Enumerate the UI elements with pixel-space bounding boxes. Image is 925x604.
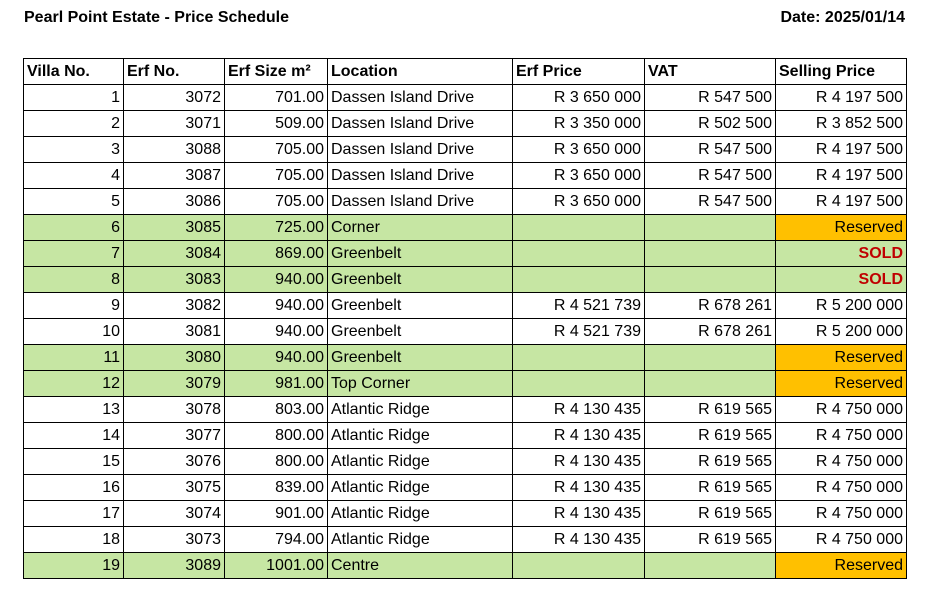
table-row xyxy=(24,85,907,111)
cell-villa-no: 16 xyxy=(24,475,124,501)
cell-erf-no: 3088 xyxy=(124,137,225,163)
cell-selling-price: R 4 197 500 xyxy=(776,163,907,189)
cell-location: Greenbelt xyxy=(328,293,513,319)
cell-villa-no: 9 xyxy=(24,293,124,319)
cell-villa-no: 13 xyxy=(24,397,124,423)
cell-selling-price: SOLD xyxy=(776,241,907,267)
cell-erf-no: 3083 xyxy=(124,267,225,293)
cell-erf-size: 869.00 xyxy=(225,241,328,267)
table-row xyxy=(24,215,907,241)
cell-villa-no: 2 xyxy=(24,111,124,137)
cell-erf-no: 3084 xyxy=(124,241,225,267)
cell-erf-no: 3089 xyxy=(124,553,225,579)
cell-villa-no: 8 xyxy=(24,267,124,293)
table-row xyxy=(24,241,907,267)
cell-erf-price: R 4 521 739 xyxy=(513,319,645,345)
cell-erf-no: 3074 xyxy=(124,501,225,527)
cell-location: Dassen Island Drive xyxy=(328,111,513,137)
cell-vat: R 619 565 xyxy=(645,475,776,501)
table-row xyxy=(24,475,907,501)
table-row xyxy=(24,189,907,215)
price-schedule-table xyxy=(23,58,907,579)
cell-selling-price: R 5 200 000 xyxy=(776,319,907,345)
cell-location: Atlantic Ridge xyxy=(328,423,513,449)
cell-erf-no: 3080 xyxy=(124,345,225,371)
cell-vat xyxy=(645,267,776,293)
cell-vat: R 619 565 xyxy=(645,397,776,423)
cell-selling-price: Reserved xyxy=(776,215,907,241)
cell-selling-price: R 4 197 500 xyxy=(776,189,907,215)
cell-location: Atlantic Ridge xyxy=(328,501,513,527)
cell-erf-size: 705.00 xyxy=(225,163,328,189)
col-header-villa-no: Villa No. xyxy=(24,59,124,85)
cell-villa-no: 17 xyxy=(24,501,124,527)
cell-location: Atlantic Ridge xyxy=(328,527,513,553)
cell-location: Greenbelt xyxy=(328,241,513,267)
cell-vat: R 619 565 xyxy=(645,501,776,527)
cell-location: Atlantic Ridge xyxy=(328,397,513,423)
cell-vat: R 678 261 xyxy=(645,293,776,319)
cell-erf-size: 981.00 xyxy=(225,371,328,397)
cell-erf-size: 701.00 xyxy=(225,85,328,111)
cell-villa-no: 3 xyxy=(24,137,124,163)
cell-erf-size: 803.00 xyxy=(225,397,328,423)
col-header-erf-no: Erf No. xyxy=(124,59,225,85)
cell-erf-price: R 4 130 435 xyxy=(513,397,645,423)
cell-vat: R 547 500 xyxy=(645,85,776,111)
table-row xyxy=(24,319,907,345)
cell-erf-no: 3072 xyxy=(124,85,225,111)
cell-location: Greenbelt xyxy=(328,345,513,371)
table-row xyxy=(24,501,907,527)
cell-villa-no: 14 xyxy=(24,423,124,449)
cell-selling-price: R 4 750 000 xyxy=(776,527,907,553)
cell-vat: R 547 500 xyxy=(645,189,776,215)
cell-location: Dassen Island Drive xyxy=(328,189,513,215)
col-header-vat: VAT xyxy=(645,59,776,85)
cell-erf-size: 800.00 xyxy=(225,423,328,449)
cell-erf-size: 794.00 xyxy=(225,527,328,553)
cell-selling-price: R 4 750 000 xyxy=(776,397,907,423)
cell-selling-price: Reserved xyxy=(776,553,907,579)
cell-erf-size: 940.00 xyxy=(225,345,328,371)
cell-villa-no: 4 xyxy=(24,163,124,189)
schedule-date: Date: 2025/01/14 xyxy=(780,9,905,26)
col-header-erf-price: Erf Price xyxy=(513,59,645,85)
cell-erf-price xyxy=(513,371,645,397)
cell-selling-price: R 4 750 000 xyxy=(776,449,907,475)
cell-villa-no: 10 xyxy=(24,319,124,345)
cell-erf-size: 800.00 xyxy=(225,449,328,475)
cell-location: Dassen Island Drive xyxy=(328,85,513,111)
cell-vat: R 502 500 xyxy=(645,111,776,137)
cell-villa-no: 18 xyxy=(24,527,124,553)
cell-erf-no: 3079 xyxy=(124,371,225,397)
cell-erf-no: 3078 xyxy=(124,397,225,423)
cell-location: Atlantic Ridge xyxy=(328,475,513,501)
cell-erf-size: 940.00 xyxy=(225,319,328,345)
cell-vat: R 678 261 xyxy=(645,319,776,345)
cell-location: Centre xyxy=(328,553,513,579)
cell-vat: R 619 565 xyxy=(645,527,776,553)
cell-selling-price: R 4 750 000 xyxy=(776,475,907,501)
table-row xyxy=(24,293,907,319)
cell-erf-size: 1001.00 xyxy=(225,553,328,579)
cell-location: Dassen Island Drive xyxy=(328,137,513,163)
cell-selling-price: Reserved xyxy=(776,371,907,397)
table-header-row xyxy=(24,59,907,85)
cell-erf-price xyxy=(513,215,645,241)
cell-erf-no: 3085 xyxy=(124,215,225,241)
cell-erf-no: 3073 xyxy=(124,527,225,553)
cell-erf-size: 509.00 xyxy=(225,111,328,137)
cell-erf-price: R 4 130 435 xyxy=(513,475,645,501)
cell-erf-no: 3086 xyxy=(124,189,225,215)
cell-villa-no: 5 xyxy=(24,189,124,215)
cell-villa-no: 12 xyxy=(24,371,124,397)
cell-erf-price: R 3 650 000 xyxy=(513,189,645,215)
cell-villa-no: 15 xyxy=(24,449,124,475)
table-row xyxy=(24,267,907,293)
cell-location: Dassen Island Drive xyxy=(328,163,513,189)
cell-erf-price: R 4 521 739 xyxy=(513,293,645,319)
table-row xyxy=(24,137,907,163)
cell-selling-price: R 4 750 000 xyxy=(776,501,907,527)
cell-erf-size: 940.00 xyxy=(225,293,328,319)
cell-vat xyxy=(645,345,776,371)
table-row xyxy=(24,449,907,475)
col-header-erf-size: Erf Size m² xyxy=(225,59,328,85)
table-row xyxy=(24,527,907,553)
col-header-selling-price: Selling Price xyxy=(776,59,907,85)
cell-erf-price: R 3 650 000 xyxy=(513,85,645,111)
cell-erf-size: 725.00 xyxy=(225,215,328,241)
cell-erf-price: R 4 130 435 xyxy=(513,449,645,475)
cell-erf-price: R 4 130 435 xyxy=(513,423,645,449)
cell-villa-no: 11 xyxy=(24,345,124,371)
cell-location: Greenbelt xyxy=(328,267,513,293)
cell-selling-price: Reserved xyxy=(776,345,907,371)
cell-villa-no: 7 xyxy=(24,241,124,267)
cell-erf-price: R 4 130 435 xyxy=(513,527,645,553)
cell-erf-size: 901.00 xyxy=(225,501,328,527)
cell-erf-price: R 4 130 435 xyxy=(513,501,645,527)
cell-selling-price: R 4 197 500 xyxy=(776,85,907,111)
cell-vat xyxy=(645,553,776,579)
cell-selling-price: R 5 200 000 xyxy=(776,293,907,319)
table-row xyxy=(24,371,907,397)
cell-erf-price xyxy=(513,345,645,371)
cell-erf-no: 3081 xyxy=(124,319,225,345)
page-title: Pearl Point Estate - Price Schedule xyxy=(24,9,289,26)
cell-location: Atlantic Ridge xyxy=(328,449,513,475)
cell-selling-price: SOLD xyxy=(776,267,907,293)
cell-selling-price: R 4 197 500 xyxy=(776,137,907,163)
cell-erf-price: R 3 650 000 xyxy=(513,137,645,163)
cell-vat xyxy=(645,371,776,397)
table-row xyxy=(24,345,907,371)
cell-erf-size: 940.00 xyxy=(225,267,328,293)
cell-erf-price: R 3 350 000 xyxy=(513,111,645,137)
cell-erf-size: 839.00 xyxy=(225,475,328,501)
cell-vat: R 547 500 xyxy=(645,137,776,163)
cell-erf-no: 3075 xyxy=(124,475,225,501)
cell-location: Corner xyxy=(328,215,513,241)
table-row xyxy=(24,163,907,189)
table-row xyxy=(24,423,907,449)
cell-erf-no: 3082 xyxy=(124,293,225,319)
table-row xyxy=(24,553,907,579)
cell-erf-size: 705.00 xyxy=(225,189,328,215)
col-header-location: Location xyxy=(328,59,513,85)
cell-erf-price xyxy=(513,267,645,293)
cell-selling-price: R 4 750 000 xyxy=(776,423,907,449)
cell-villa-no: 6 xyxy=(24,215,124,241)
cell-vat xyxy=(645,241,776,267)
cell-villa-no: 1 xyxy=(24,85,124,111)
cell-erf-no: 3076 xyxy=(124,449,225,475)
cell-vat xyxy=(645,215,776,241)
cell-erf-no: 3087 xyxy=(124,163,225,189)
cell-villa-no: 19 xyxy=(24,553,124,579)
cell-erf-price: R 3 650 000 xyxy=(513,163,645,189)
cell-erf-price xyxy=(513,553,645,579)
cell-erf-size: 705.00 xyxy=(225,137,328,163)
cell-selling-price: R 3 852 500 xyxy=(776,111,907,137)
cell-location: Top Corner xyxy=(328,371,513,397)
table-row xyxy=(24,111,907,137)
cell-erf-price xyxy=(513,241,645,267)
cell-erf-no: 3077 xyxy=(124,423,225,449)
cell-location: Greenbelt xyxy=(328,319,513,345)
cell-vat: R 619 565 xyxy=(645,423,776,449)
cell-erf-no: 3071 xyxy=(124,111,225,137)
cell-vat: R 547 500 xyxy=(645,163,776,189)
table-row xyxy=(24,397,907,423)
cell-vat: R 619 565 xyxy=(645,449,776,475)
